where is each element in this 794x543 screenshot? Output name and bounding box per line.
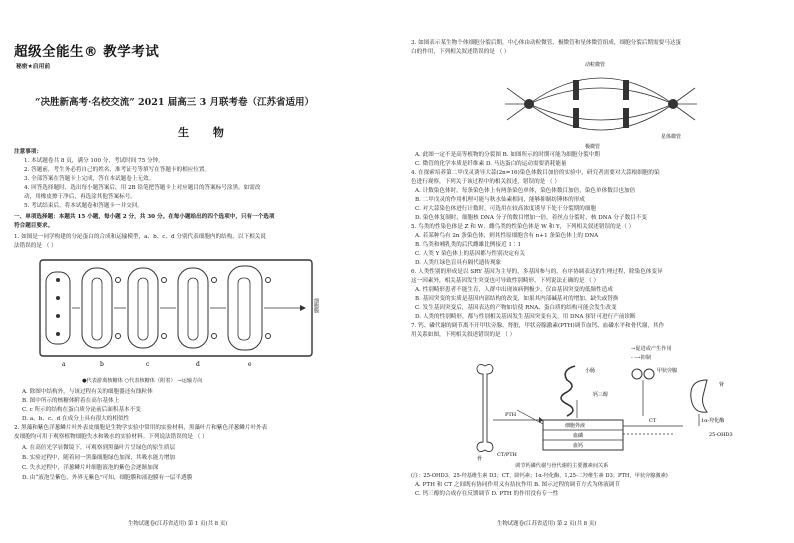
fig3-pth: PTH [505, 412, 517, 418]
notice-item: 4. 回答选择题时，选出每小题答案后，用 2B 铅笔把答题卡上对应题目的答案标号涂黑。如需改 [24, 185, 261, 191]
spindle-figure [501, 58, 701, 150]
fig3-parathyroid: 甲状旁腺 [657, 368, 678, 374]
section-heading: 符合题目要求。 [14, 223, 54, 229]
page-right [397, 0, 794, 543]
question-4: 4. 在探索培养第二甲戊灵诱导大蒜(2n=16)染色体数目加倍的实验中，研究者需要对大蒜根细胞的染 [411, 170, 660, 176]
question-3: 3. 如图表示某生物个体细胞分裂后期，中心体由动粒微管、极微管和星体微管组成，细胞分裂后期需要马达蛋 [411, 40, 682, 46]
notice-item: 1. 本试题卷共 8 页，满分 100 分，考试时间 75 分钟。 [24, 158, 164, 164]
question-1: 1. 如图是一同学构建的分泌蛋白的合成和运输模型，a、b、c、d 分别代表细胞内的结构，以下相关说 [14, 234, 266, 240]
option-d: D. a、b、c、d 在成分上具有很大的相似性 [22, 416, 130, 422]
option-a: A. 除图中结构外，与该过程有关的细胞器还有线粒体 [22, 389, 153, 395]
fig3-bone: 骨 [477, 456, 483, 462]
option-c: C. 失水过程中，洋葱鳞片叶细胞液泡的紫色会逐渐加深 [22, 465, 159, 471]
question-2: 皮细胞均可用于观察植物细胞失水和吸水的实验材料。下列说法错误的是 （ ） [14, 434, 208, 440]
calcium-regulation-figure [457, 360, 757, 464]
fig2-label-kinetochore: 动粒微管 [585, 62, 606, 68]
notice-item: 5. 考试结束后，将本试题卷和答题卡一并交回。 [24, 203, 143, 209]
option-b: B. 鸟类和哺乳类的后代雌雄比例接近 1∶1 [415, 242, 522, 248]
secretory-pathway-figure [38, 258, 338, 374]
q3-options: C. 微管的化学本质是纤维素 D. 马达蛋白的运动需要消耗能量 [415, 161, 567, 167]
section-heading: 一、单项选择题：本题共 15 小题，每小题 2 分，共 30 分。在每小题给出的四个选项中，只有一个选项 [14, 214, 275, 220]
fig1-side-label: 细胞膜 [313, 298, 319, 313]
option-c: C. c 所示的结构在蛋白质分泌前后面积基本不变 [22, 407, 141, 413]
footer-left: 生物试题卷(江苏省适用) 第 1 页(共 8 页) [128, 521, 228, 527]
option-b: B. 图中所示的核糖体附着在高尔基体上 [22, 398, 120, 404]
notice-heading: 注意事项： [14, 149, 42, 155]
fig3-ct: CT [649, 418, 657, 424]
question-2: 2. 黑藻和紫色洋葱鳞片叶外表皮细胞是生物学实验中常用的实验材料，黑藻叶片和紫色洋葱鳞片叶外表 [14, 425, 268, 431]
fig3-legend-inhibit: - -→抑制 [631, 355, 651, 361]
fig3-phosphate: 血磷 [573, 433, 584, 439]
option-a: A. 在高倍光学显微镜下，可观察到黑藻叶片呈绿色的原生质层 [22, 445, 176, 451]
fig3-calcitriol: 钙三醇 [593, 392, 609, 398]
question-7: 用关系如图，下列相关叙述错误的是 （ ） [411, 332, 516, 338]
fig3-note: (注：25-OHD3、25-羟基维生素 D3；CT，降钙素；1α-羟化酶，1,25-二羟维生素 D3；PTH，甲状旁腺激素) [411, 473, 668, 479]
option-d: D. 人类的性别畸形，都与性别相关基因发生基因突变有关，用 DNA 探针可进行产前诊断 [415, 314, 636, 320]
option-c: C. 发生基因突变后，基因表达的产物如信使 RNA、蛋白质的结构可能会发生改变 [415, 305, 617, 311]
question-3: 白的作用，下列相关叙述错误的是 （ ） [411, 49, 510, 55]
question-7: 7. 钙、磷代谢的调节离不开甲状旁腺、肾脏，甲状旁腺激素(PTH)调节血钙、血磷水平和骨代谢，其作 [411, 323, 665, 329]
option-b: B. 基因突变的实质是基因内部结构的改变，如果其内部碱基对的增加、缺失或替换 [415, 296, 619, 302]
question-1: 法错误的是 （ ） [14, 243, 57, 249]
fig1-label-b: b [100, 361, 104, 368]
question-6: 6. 人类性别的形成是以 SRY 基因为主导的，多基因参与的，有序协调表达的生理过程，除染色体变异 [411, 269, 663, 275]
fig3-hydroxylase: 1α-羟化酶 [701, 418, 725, 424]
fig1-label-c: c [146, 361, 150, 368]
option-c: C. 对大蒜染色体进行计数时，可选用在较高浓度诱导下处于分裂期的细胞 [415, 206, 597, 212]
fig2-label-polar: 极微管 [585, 144, 601, 150]
option-b: B. 实验过程中，随着同一黑藻细胞绿色加深，其吸水能力增加 [22, 455, 176, 461]
notice-item: 2. 答题前，考生务必将自己的姓名、准考证号等填写在答题卡的相应位置。 [24, 167, 211, 173]
exam-title: “决胜新高考·名校交流” 2021 届高三 3 月联考卷（江苏省适用） [35, 97, 315, 108]
notice-item: 3. 全部答案在答题卡上完成，答在本试题卷上无效。 [24, 176, 155, 182]
fig1-label-a: a [62, 361, 66, 368]
fig3-ct-pth: CT/PTH [497, 452, 517, 458]
fig2-label-astral: 星体微管 [661, 134, 682, 140]
option-c: C. 人类 Y 染色体上的基因都与性别决定有关 [415, 251, 525, 257]
secret-label: 秘密★启用前 [16, 64, 51, 70]
option-b: B. 二甲戊灵的作用机理可能与秋水仙素相同，能够抑制纺锤体的形成 [415, 197, 585, 203]
option-a: A. 若某种鸟有 2n 条染色体，则其性原细胞含有 n+1 条染色体上的 DNA [415, 233, 599, 239]
option-d: D. 由“液泡呈紫色，外界无紫色”可知，细胞膜和液泡膜有一层半透膜 [22, 475, 193, 481]
fig1-legend: ●代表游离核糖体 ○代表核糖体（附着） →运输方向 [82, 378, 203, 384]
fig3-intestine: 小肠 [585, 368, 596, 374]
option-d: D. 人类红绿色盲具有隔代遗传现象 [415, 260, 502, 266]
fig3-25ohd3: 25-OHD3 [709, 432, 733, 438]
option-a: A. 计数染色体时，每条染色体上有两条染色单体，染色体数目加倍，染色单体数目也加倍 [415, 188, 636, 194]
fig3-calcium: 血钙 [573, 443, 584, 449]
fig1-label-d: d [196, 361, 200, 368]
q3-options: A. 此图一定不是高等植物的分裂图 B. 如图所示的时期可能为细胞分裂中期 [415, 152, 600, 158]
footer-right: 生物试题卷(江苏省适用) 第 2 页(共 8 页) [497, 521, 597, 527]
notice-item: 动，用橡皮擦干净后，再选涂其他答案标号。 [24, 194, 136, 200]
option-d: D. 染色体复制时，细胞核 DNA 分子的数目增加一倍，着丝点分裂时，核 DNA 分子数目不变 [415, 215, 647, 221]
fig3-kidney: 肾 [719, 382, 725, 388]
brand-logo: 超级全能生® 教学考试 [14, 44, 160, 60]
q7-options: C. 钙三醇的合成存在反馈调节 D. PTH 的作用没有专一性 [415, 491, 559, 497]
subject-title: 生 物 [178, 126, 234, 139]
fig3-ecf: 细胞外液 [565, 423, 586, 429]
option-a: A. 性别畸形患者不能生育，人群中出现该病例极少，仅由基因突变的低频性造成 [415, 287, 613, 293]
fig3-legend-promote: →促进或产生作用 [631, 346, 672, 352]
question-6: 这一因素外，相关基因发生突变也可导致性别畸形，下列说法正确的是 （ ） [411, 278, 600, 284]
fig1-label-e: e [248, 361, 252, 368]
question-5: 5. 鸟类的性染色体是 Z 和 W，雌鸟类的性染色体是 W 和 Y，下列相关叙述错误的是（ ） [411, 224, 635, 230]
fig3-caption: 调节钙磷代谢与骨代谢的主要激素间关系 [515, 463, 609, 469]
q7-options: A. PTH 和 CT 之间既有协同作用又有拮抗作用 B. 图示过程的调节方式为体液调节 [415, 482, 620, 488]
question-4: 色进行观察，下列关于该过程中的相关叙述，错误的是 （ ） [411, 179, 560, 185]
